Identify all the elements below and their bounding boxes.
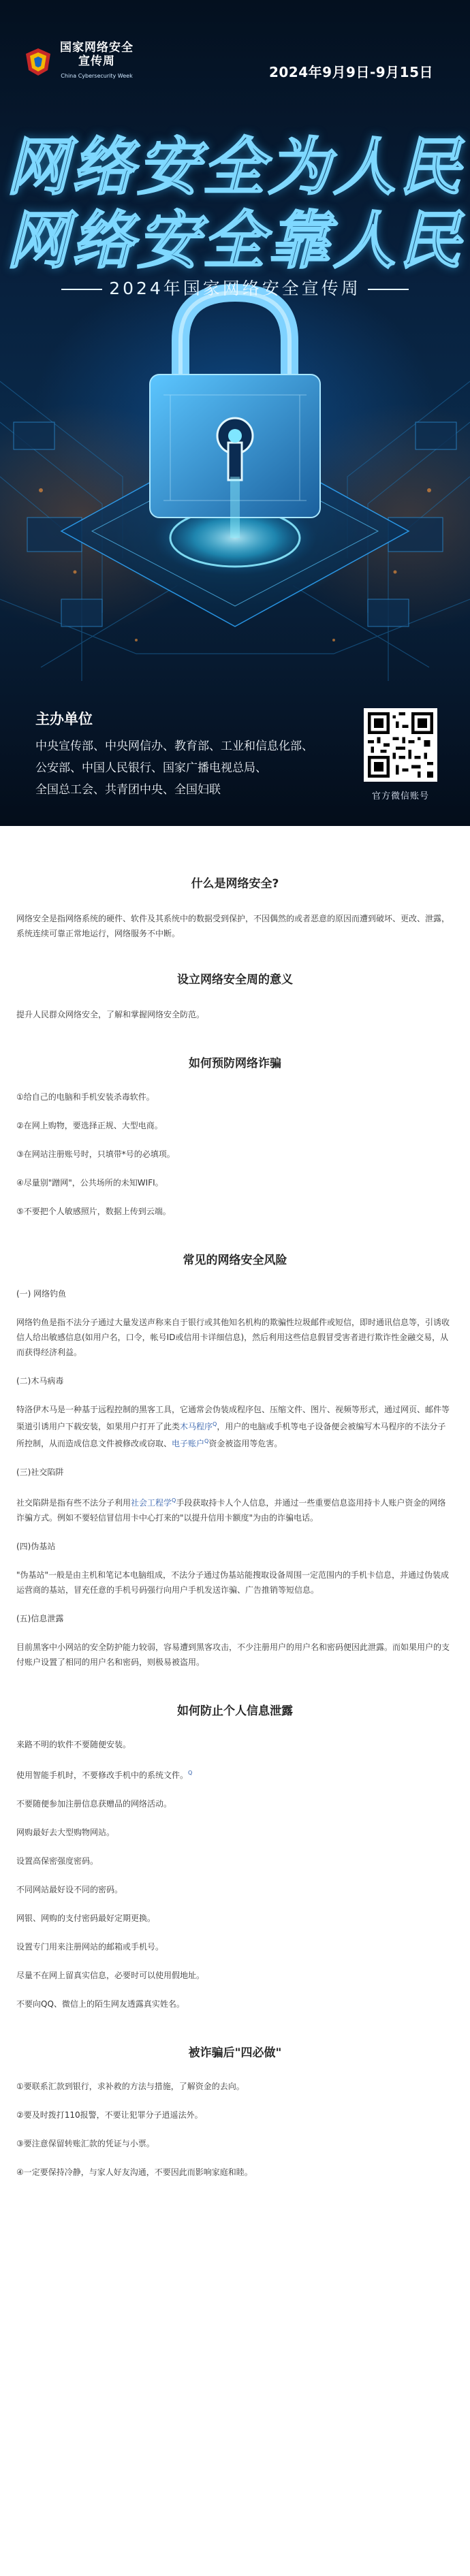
- section-paragraph: 提升人民群众网络安全，了解和掌握网络安全防范。: [16, 1010, 205, 1019]
- protect-info-list: [16, 1737, 454, 2011]
- organizer-block: [35, 708, 313, 801]
- search-link-icon: Q: [172, 1497, 176, 1504]
- prevent-fraud-list: [16, 1090, 454, 1219]
- list-item: 网购最好去大型购物网站。: [16, 1828, 115, 1837]
- list-item: 来路不明的软件不要随便安装。: [16, 1740, 131, 1749]
- organizer-line: 公安部、中国人民银行、国家广播电视总局、: [35, 761, 267, 775]
- list-item: 设置专门用来注册网站的邮箱或手机号。: [16, 1942, 164, 1952]
- qr-block: [364, 708, 437, 801]
- text-run: 手段获取持卡人个人信息，并通过一些重要信息盗用持卡人账户资金的网络诈骗方式。例如不要轻信冒信用卡中心打来的"以提升信用卡额度"为由的诈骗电话。: [16, 1498, 446, 1523]
- section-paragraph: 网络钓鱼是指不法分子通过大量发送声称来自于银行或其他知名机构的欺骗性垃圾邮件或短信，即时通讯信息等，引诱收信人给出敏感信息(如用户名，口令，帐号ID或信用卡详细信息)，然后利用这些信息假冒受害者进行欺诈性金融交易，从而获得经济利益。: [16, 1318, 450, 1357]
- section-title-what-is: 什么是网络安全?: [191, 877, 279, 891]
- organizer-line: 中央宣传部、中央网信办、教育部、工业和信息化部、: [35, 740, 313, 753]
- subheading: (一) 网络钓鱼: [16, 1289, 67, 1299]
- list-item: 网银、网购的支付密码最好定期更换。: [16, 1913, 156, 1923]
- list-item: ③要注意保留转账汇款的凭证与小票。: [16, 2139, 155, 2148]
- logo-shield-icon: [23, 47, 53, 77]
- list-item: 尽量不在网上留真实信息，必要时可以使用假地址。: [16, 1971, 205, 1980]
- text-run: 特洛伊木马是一种基于远程控制的黑客工具，它通常会伪装成程序包、压缩文件、图片、视频等形式，通过网页、邮件等渠道引诱用户下载安装，如果用户打开了此类: [16, 1405, 450, 1431]
- section-title-prevent-fraud: 如何预防网络诈骗: [189, 1057, 281, 1070]
- list-item: ⑤不要把个人敏感照片，数据上传到云端。: [16, 1207, 171, 1216]
- dash-right: [368, 289, 409, 290]
- section-paragraph: [16, 1493, 454, 1525]
- logo-english: China Cybersecurity Week: [61, 73, 133, 79]
- list-item: [16, 1766, 454, 1783]
- trojan-link[interactable]: 木马程序: [180, 1422, 213, 1431]
- list-item: ①给自己的电脑和手机安装杀毒软件。: [16, 1092, 155, 1102]
- subheading: (三)社交陷阱: [16, 1467, 64, 1477]
- search-link-icon: Q: [204, 1438, 209, 1444]
- subheading: (四)伪基站: [16, 1542, 56, 1551]
- qr-code-icon: [368, 712, 433, 778]
- subheading: (五)信息泄露: [16, 1614, 64, 1623]
- logo-line1: 国家网络安全: [60, 41, 134, 54]
- list-item: ①要联系汇款到银行，求补救的方法与措施，了解资金的去向。: [16, 2082, 245, 2091]
- logo-line2: 宣传周: [78, 54, 115, 68]
- list-item: 不要向QQ、微信上的陌生网友透露真实姓名。: [16, 1999, 185, 2009]
- list-item: ②在网上购物，要选择正规、大型电商。: [16, 1121, 163, 1130]
- hero-poster: [0, 0, 470, 826]
- list-item: ②要及时拨打110报警，不要让犯罪分子逍遥法外。: [16, 2110, 203, 2120]
- section-title-protect-info: 如何防止个人信息泄露: [177, 1704, 293, 1718]
- organizer-line: 全国总工会、共青团中央、全国妇联: [35, 783, 221, 797]
- list-item: 不要随便参加注册信息获赠品的网络活动。: [16, 1799, 172, 1809]
- dash-left: [61, 289, 102, 290]
- after-fraud-list: [16, 2079, 454, 2180]
- text-run: 社交陷阱是指有些不法分子利用: [16, 1498, 131, 1508]
- text-run: 使用智能手机时，不要修改手机中的系统文件。: [16, 1770, 189, 1780]
- date-range: 2024年9月9日-9月15日: [268, 64, 433, 80]
- section-paragraph: "伪基站"一般是由主机和笔记本电脑组成，不法分子通过伪基站能搜取设备周围一定范围内的手机卡信息，并通过伪装成运营商的基站，冒充任意的手机号码强行向用户手机发送诈骗、广告推销等短信息。: [16, 1570, 450, 1595]
- slogan-line1: 网络安全为人民: [5, 130, 464, 204]
- search-link-icon: Q: [188, 1770, 193, 1776]
- e-account-link[interactable]: 电子账户: [172, 1439, 205, 1448]
- subheading: (二)木马病毒: [16, 1376, 64, 1386]
- section-paragraph: [16, 1402, 454, 1451]
- organizer-label: 主办单位: [35, 711, 93, 727]
- section-title-after-fraud: 被诈骗后"四必做": [188, 2046, 282, 2060]
- section-paragraph: 目前黑客中小网站的安全防护能力较弱，容易遭到黑客攻击，不少注册用户的用户名和密码便因此泄露。而如果用户的支付账户设置了相同的用户名和密码，则极易被盗用。: [16, 1642, 450, 1667]
- list-item: ④一定要保持冷静，与家人好友沟通，不要因此而影响家庭和睦。: [16, 2167, 253, 2177]
- list-item: 设置高保密强度密码。: [16, 1856, 99, 1866]
- search-link-icon: Q: [213, 1421, 217, 1427]
- text-run: 资金被盗用等危害。: [208, 1439, 283, 1448]
- list-item: 不同网站最好设不同的密码。: [16, 1885, 123, 1894]
- qr-code[interactable]: [364, 708, 437, 782]
- section-paragraph: 网络安全是指网络系统的硬件、软件及其系统中的数据受到保护，不因偶然的或者恶意的原因而遭到破坏、更改、泄露，系统连续可靠正常地运行，网络服务不中断。: [16, 914, 450, 938]
- text-run: ，用户的电脑或手机等电子设备便会被编写木马程序的不法分子所控制，从而造成信息文件被修改或窃取、: [16, 1422, 446, 1448]
- week-title-text: 2024年国家网络安全宣传周: [109, 279, 361, 298]
- list-item: ③在网站注册账号时，只填带*号的必填项。: [16, 1149, 175, 1159]
- section-title-risks: 常见的网络安全风险: [183, 1254, 287, 1267]
- cybersecurity-week-logo: [23, 41, 134, 83]
- social-engineering-link[interactable]: 社会工程学: [131, 1498, 172, 1508]
- qr-caption: 官方微信账号: [371, 791, 429, 801]
- article-body: [0, 874, 470, 2207]
- week-title: [0, 275, 470, 300]
- list-item: ④尽量别"蹭网"，公共场所的未知WIFI。: [16, 1178, 163, 1188]
- section-title-significance: 设立网络安全周的意义: [177, 973, 293, 987]
- slogan-line2: 网络安全靠人民: [5, 204, 464, 277]
